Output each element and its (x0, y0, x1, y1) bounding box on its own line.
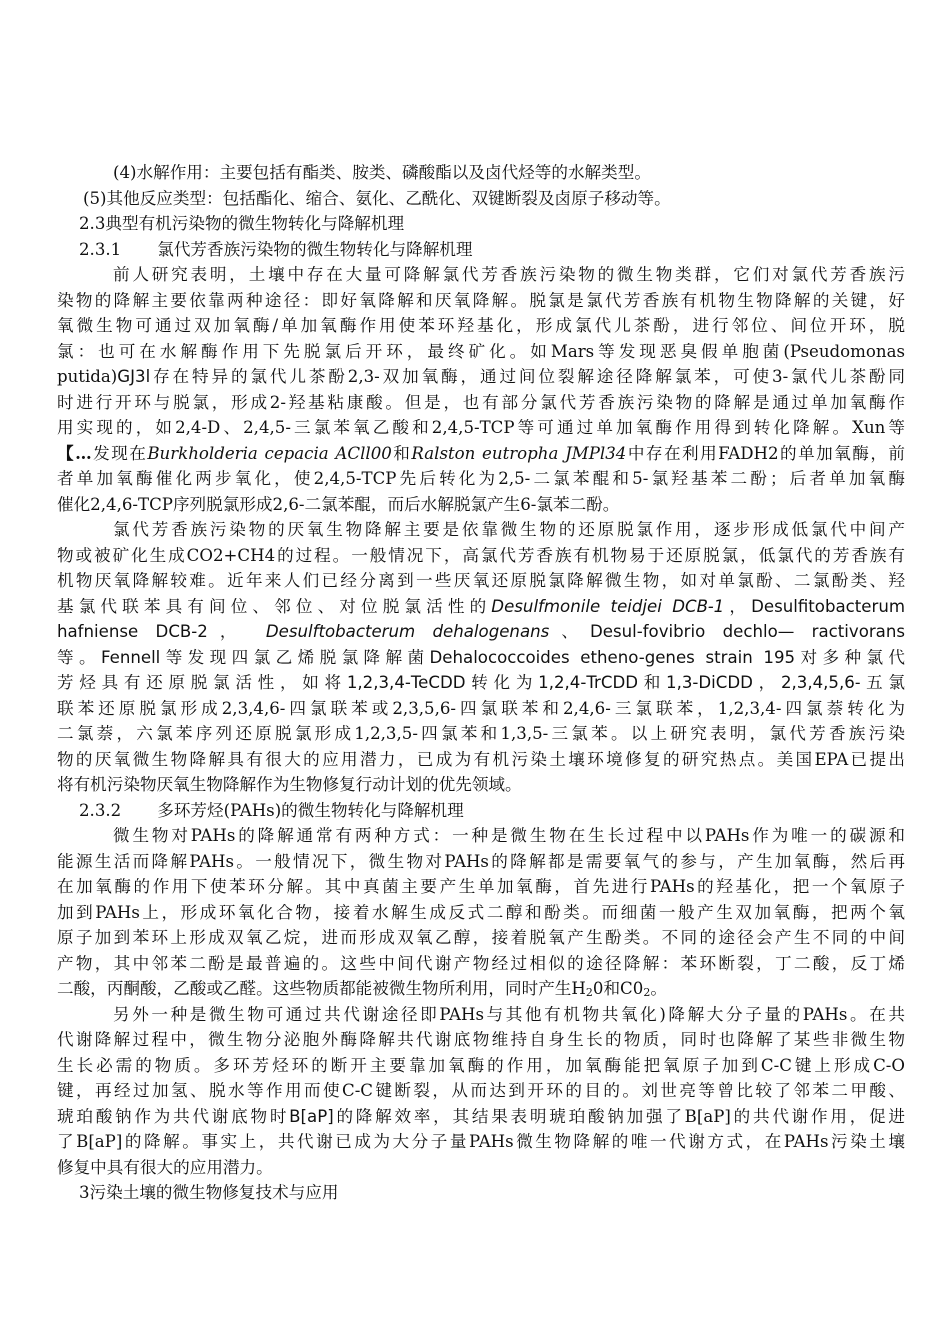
species-name: Ralston eutropha JMPl34 (411, 443, 627, 463)
text-run: 芳烃具有还原脱氯活性，如将 (57, 673, 347, 692)
compound-name: 2,3,4,5,6 (780, 673, 855, 692)
compound-name: B[aP] (289, 1106, 334, 1126)
paragraph-line: 氧微生物可通过双加氧酶/单加氧酶作用使苯环羟基化，形成氯代儿茶酚，进行邻位、间位开环，脱 (57, 316, 905, 335)
compound-name: 1,3-DiCDD (666, 673, 753, 692)
text-run: ， (207, 622, 249, 641)
text-run: 的降解效率，其结果表明琥珀酸钠加强了B[aP]的共代谢作用，促进 (333, 1106, 906, 1126)
text-run: -五氯 (854, 673, 906, 692)
paragraph-line: 另外一种是微生物可通过共代谢途径即PAHs与其他有机物共氧化)降解大分子量的PAHs。在共 (113, 1004, 905, 1024)
text-run: 等发现四氯乙烯脱氯降解菌 (160, 647, 430, 667)
compound-name: 1,2,3,4-TeCDD (346, 673, 466, 692)
section-title: 多环芳烃(PAHs)的微生物转化与降解机理 (157, 800, 464, 820)
formula-part: 0 (592, 979, 604, 998)
text-run: 基氯代联苯具有间位、邻位、对位脱氯活性的 (57, 596, 492, 616)
paragraph-line: 物的厌氧微生物降解具有很大的应用潜力，已成为有机污染土壤环境修复的研究热点。美国EPA已提出 (57, 749, 905, 769)
paragraph-line: 修复中具有很大的应用潜力。 (57, 1157, 273, 1177)
paragraph-line: 将有机污染物厌氧生物降解作为生物修复行动计划的优先领域。 (57, 775, 522, 794)
paragraph-line: 前人研究表明，土壤中存在大量可降解氯代芳香族污染物的微生物类群，它们对氯代芳香族污 (113, 265, 905, 284)
species-name: Desulfitobacterum (751, 596, 906, 616)
paragraph-line: 了B[aP]的降解。事实上，共代谢已成为大分子量PAHs微生物降解的唯一代谢方式，在PAHs污染土壤 (57, 1132, 905, 1151)
paragraph-line: 在加氧酶的作用下使苯环分解。其中真菌主要产生单加氧酶，首先进行PAHs的羟基化，把一个氧原子 (57, 877, 905, 896)
citation-marker: 【… (57, 442, 92, 463)
paragraph-line: 者单加氧酶催化两步氧化，使2,4,5-TCP先后转化为2,5-二氯苯醌和5-氯羟基苯二酚；后者单加氧酶 (57, 469, 905, 488)
section-number: 2.3.1 (79, 239, 122, 259)
paragraph-line: 能源生活而降解PAHs。一般情况下，微生物对PAHs的降解都是需要氧气的参与，产生加氧酶，然后再 (57, 851, 905, 871)
paragraph-line: 联苯还原脱氯形成2,3,4,6-四氯联苯或2,3,5,6-四氯联苯和2,4,6-三氯联苯，1,2,3,4-四氯萘转化为 (57, 698, 905, 718)
paragraph-line (57, 976, 905, 1002)
formula-part: H (571, 979, 586, 998)
species-name: Desulfmonile teidjei DCB-1 (491, 596, 725, 616)
compound-name: 1,2,4-TrCDD (538, 673, 639, 692)
document-body (57, 160, 905, 1206)
paragraph-line: 物或被矿化生成CO2+CH4的过程。一般情况下，高氯代芳香族有机物易于还原脱氯，低氯代的芳香族有 (57, 545, 905, 565)
species-name: Desul-fovibrio dechlo— ractivorans (589, 622, 905, 641)
formula-part: C0 (620, 979, 644, 998)
section-heading-3: 3污染土壤的微生物修复技术与应用 (79, 1183, 339, 1202)
species-name: hafniense DCB-2 (57, 622, 208, 641)
section-heading-2-3-1 (57, 237, 905, 263)
strain-name: GJ3l (117, 367, 151, 386)
paragraph-line: 氯代芳香族污染物的厌氧生物降解主要是依靠微生物的还原脱氯作用，逐步形成低氯代中间产 (113, 520, 905, 539)
text-run: 。 (650, 979, 667, 998)
paragraph-line: 催化2,4,6-TCP序列脱氯形成2,6-二氯苯醌，而后水解脱氯产生6-氯苯二酚。 (57, 494, 620, 514)
formula-subscript: 2 (585, 986, 593, 999)
section-title: 氯代芳香族污染物的微生物转化与降解机理 (157, 239, 473, 259)
text-run: 和 (638, 673, 667, 692)
species-name: Burkholderia cepacia ACll00 (147, 443, 392, 463)
paragraph-line (57, 594, 905, 620)
paragraph-line: 染物的降解主要依靠两种途径：即好氧降解和厌氧降解。脱氯是氯代芳香族有机物生物降解的关键，好 (57, 290, 905, 310)
paragraph-line: 生长必需的物质。多环芳烃环的断开主要靠加氧酶的作用，加氧酶能把氧原子加到C-C键上形成C-O (57, 1055, 905, 1075)
paragraph-line: 加到PAHs上，形成环氧化合物，接着水解生成反式二醇和酚类。而细菌一般产生双加氧酶，把两个氧 (57, 902, 905, 922)
section-heading-2-3-2 (57, 798, 905, 824)
section-heading-2-3: 2.3典型有机污染物的微生物转化与降解机理 (79, 214, 405, 233)
species-name: Desulftobacterum dehalogenans (265, 622, 550, 641)
text-run: 和 (391, 443, 412, 463)
paragraph-line: 用实现的，如2,4-D、2,4,5-三氯苯氧乙酸和2,4,5-TCP等可通过单加氧酶作用得到转化降解。Xun等 (57, 418, 905, 437)
paragraph-line: 原子加到苯环上形成双氧乙烷，进而形成双氧乙醇，接着脱氧产生酚类。不同的途径会产生不同的中间 (57, 928, 905, 947)
paragraph-line (57, 619, 905, 645)
text-run: 琥珀酸钠作为共代谢底物时 (57, 1106, 290, 1126)
author-name: Fennell (100, 647, 161, 667)
paragraph-line (57, 645, 905, 671)
text-run: 存在特异的氯代儿茶酚2,3-双加氧酶，通过间位裂解途径降解氯苯，可使3-氯代儿茶酚同 (150, 367, 905, 386)
species-name: Dehalococcoides etheno-genes strain 195 (429, 647, 796, 667)
paragraph-line: 微生物对PAHs的降解通常有两种方式：一种是微生物在生长过程中以PAHs作为唯一的碳源和 (113, 826, 905, 845)
text-run: 中存在利用FADH2的单加氧酶，前 (626, 443, 906, 463)
paragraph-line: 键，再经过加氢、脱水等作用而使C-C键断裂，从而达到开环的目的。刘世亮等曾比较了邻苯二甲酸、 (57, 1081, 905, 1100)
paragraph-line: 二氯萘，六氯苯序列还原脱氯形成1,2,3,5-四氯苯和1,3,5-三氯苯。以上研究表明，氯代芳香族污染 (57, 724, 905, 743)
paragraph-line (57, 441, 905, 467)
text-run: 转化为 (465, 673, 539, 692)
paragraph-line: 代谢降解过程中，微生物分泌胞外酶降解共代谢底物维持自身生长的物质，同时也降解了某些非微生物 (57, 1030, 905, 1049)
text-run: 二酸，丙酮酸，乙酸或乙醛。这些物质都能被微生物所利用，同时产生 (57, 979, 572, 998)
list-item-hydrolysis: (4)水解作用：主要包括有酯类、胺类、磷酸酯以及卤代烃等的水解类型。 (113, 163, 651, 182)
text-run: 、 (549, 622, 590, 641)
list-item-other-reactions: (5)其他反应类型：包括酯化、缩合、氨化、乙酰化、双键断裂及卤原子移动等。 (83, 188, 671, 208)
paragraph-line: 氯：也可在水解酶作用下先脱氯后开环，最终矿化。如Mars等发现恶臭假单胞菌(Pseudomonas (57, 341, 905, 361)
paragraph-line (57, 670, 905, 696)
paragraph-line: 产物，其中邻苯二酚是最普遍的。这些中间代谢产物经过相似的途径降解：苯环断裂，丁二酸，反丁烯 (57, 953, 905, 973)
paragraph-line (57, 1104, 905, 1130)
paragraph-line (57, 364, 905, 390)
formula-subscript: 2 (643, 986, 651, 999)
section-number: 2.3.2 (79, 800, 122, 820)
text-run: ， (752, 673, 781, 692)
text-run: ， (724, 596, 752, 616)
text-run: 发现在 (91, 443, 148, 463)
text-run: 和 (603, 979, 621, 998)
text-run: putida) (57, 367, 118, 386)
text-run: 对多种氯代 (795, 647, 906, 667)
paragraph-line: 机物厌氧降解较难。近年来人们已经分离到一些厌氧还原脱氯降解微生物，如对单氯酚、二氯酚类、羟 (57, 571, 905, 590)
paragraph-line: 时进行开环与脱氯，形成2-羟基粘康酸。但是，也有部分氯代芳香族污染物的降解是通过单加氧酶作 (57, 392, 905, 412)
text-run: 等。 (57, 647, 101, 667)
